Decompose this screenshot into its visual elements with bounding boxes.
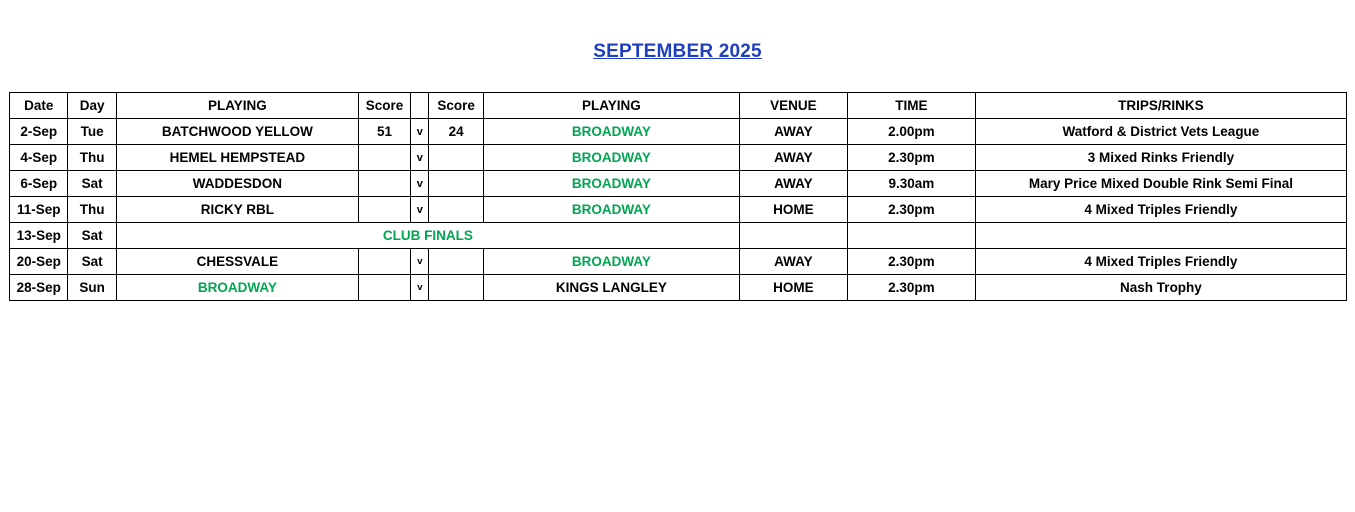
cell-versus: v — [411, 275, 429, 301]
cell-club-finals: CLUB FINALS — [116, 223, 739, 249]
cell-score-away — [429, 197, 483, 223]
cell-venue: AWAY — [739, 249, 847, 275]
cell-home-team: RICKY RBL — [116, 197, 358, 223]
cell-date: 11-Sep — [10, 197, 68, 223]
cell-day: Sat — [68, 223, 116, 249]
fixtures-table — [9, 92, 1347, 301]
cell-date: 6-Sep — [10, 171, 68, 197]
cell-score-home: 51 — [358, 119, 410, 145]
cell-day: Sat — [68, 171, 116, 197]
cell-trips: 4 Mixed Triples Friendly — [975, 197, 1346, 223]
cell-date: 13-Sep — [10, 223, 68, 249]
cell-time: 2.30pm — [847, 197, 975, 223]
cell-home-team: BROADWAY — [116, 275, 358, 301]
cell-date: 4-Sep — [10, 145, 68, 171]
page-title: SEPTEMBER 2025 — [593, 41, 762, 62]
cell-trips: Mary Price Mixed Double Rink Semi Final — [975, 171, 1346, 197]
cell-venue: AWAY — [739, 119, 847, 145]
cell-score-home — [358, 197, 410, 223]
cell-date: 2-Sep — [10, 119, 68, 145]
table-row — [10, 197, 1347, 223]
table-row — [10, 275, 1347, 301]
header-playing-away: PLAYING — [483, 93, 739, 119]
table-row — [10, 249, 1347, 275]
cell-score-home — [358, 171, 410, 197]
cell-day: Thu — [68, 197, 116, 223]
cell-date: 28-Sep — [10, 275, 68, 301]
cell-venue — [739, 223, 847, 249]
cell-away-team: BROADWAY — [483, 249, 739, 275]
cell-venue: HOME — [739, 275, 847, 301]
header-time: TIME — [847, 93, 975, 119]
cell-trips — [975, 223, 1346, 249]
cell-away-team: BROADWAY — [483, 119, 739, 145]
title-band — [0, 24, 1355, 80]
header-venue: VENUE — [739, 93, 847, 119]
table-row — [10, 171, 1347, 197]
cell-time: 2.30pm — [847, 249, 975, 275]
table-row — [10, 145, 1347, 171]
cell-time: 2.30pm — [847, 145, 975, 171]
cell-venue: HOME — [739, 197, 847, 223]
header-playing-home: PLAYING — [116, 93, 358, 119]
cell-versus: v — [411, 119, 429, 145]
cell-day: Sun — [68, 275, 116, 301]
cell-home-team: BATCHWOOD YELLOW — [116, 119, 358, 145]
cell-score-home — [358, 275, 410, 301]
cell-time — [847, 223, 975, 249]
cell-time: 2.30pm — [847, 275, 975, 301]
cell-score-away — [429, 171, 483, 197]
table-row-club-finals — [10, 223, 1347, 249]
cell-versus: v — [411, 171, 429, 197]
cell-score-away — [429, 275, 483, 301]
header-score-away: Score — [429, 93, 483, 119]
cell-venue: AWAY — [739, 145, 847, 171]
cell-home-team: WADDESDON — [116, 171, 358, 197]
table-header-row — [10, 93, 1347, 119]
cell-trips: Nash Trophy — [975, 275, 1346, 301]
header-versus — [411, 93, 429, 119]
cell-home-team: HEMEL HEMPSTEAD — [116, 145, 358, 171]
cell-away-team: BROADWAY — [483, 171, 739, 197]
cell-away-team: BROADWAY — [483, 197, 739, 223]
cell-score-away — [429, 249, 483, 275]
header-trips-rinks: TRIPS/RINKS — [975, 93, 1346, 119]
header-day: Day — [68, 93, 116, 119]
cell-venue: AWAY — [739, 171, 847, 197]
cell-versus: v — [411, 197, 429, 223]
cell-date: 20-Sep — [10, 249, 68, 275]
cell-score-home — [358, 145, 410, 171]
cell-away-team: BROADWAY — [483, 145, 739, 171]
cell-versus: v — [411, 145, 429, 171]
cell-trips: 3 Mixed Rinks Friendly — [975, 145, 1346, 171]
cell-day: Tue — [68, 119, 116, 145]
table-row — [10, 119, 1347, 145]
cell-away-team: KINGS LANGLEY — [483, 275, 739, 301]
cell-score-away — [429, 145, 483, 171]
cell-trips: 4 Mixed Triples Friendly — [975, 249, 1346, 275]
header-date: Date — [10, 93, 68, 119]
cell-day: Sat — [68, 249, 116, 275]
cell-time: 9.30am — [847, 171, 975, 197]
cell-day: Thu — [68, 145, 116, 171]
cell-trips: Watford & District Vets League — [975, 119, 1346, 145]
cell-home-team: CHESSVALE — [116, 249, 358, 275]
cell-time: 2.00pm — [847, 119, 975, 145]
header-score-home: Score — [358, 93, 410, 119]
cell-score-away: 24 — [429, 119, 483, 145]
cell-score-home — [358, 249, 410, 275]
cell-versus: v — [411, 249, 429, 275]
